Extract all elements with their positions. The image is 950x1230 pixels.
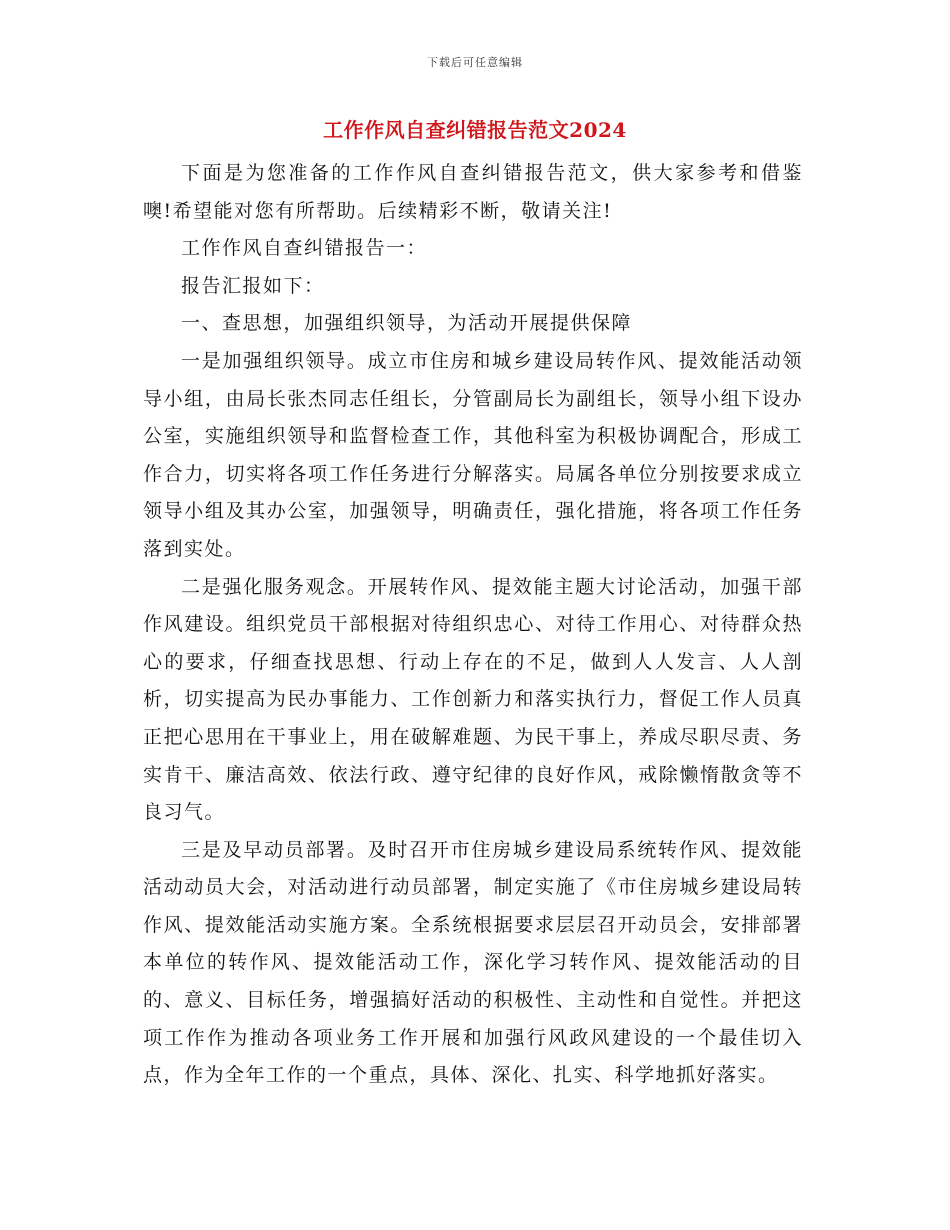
paragraph-intro: 下面是为您准备的工作作风自查纠错报告范文，供大家参考和借鉴噢!希望能对您有所帮助。后续精彩不断，敬请关注!	[143, 162, 803, 222]
header-note: 下载后可任意编辑	[427, 56, 523, 69]
document-body	[143, 155, 803, 1095]
paragraph-point-one: 一是加强组织领导。成立市住房和城乡建设局转作风、提效能活动领导小组，由局长张杰同志任组长，分管副局长为副组长，领导小组下设办公室，实施组织领导和监督检查工作，其他科室为积极协调配合，形成工作合力，切实将各项工作任务进行分解落实。局属各单位分别按要求成立领导小组及其办公室，加强领导，明确责任，强化措施，将各项工作任务落到实处。	[143, 349, 803, 560]
paragraph-report-heading: 工作作风自查纠错报告一：	[181, 237, 428, 260]
paragraph-point-two: 二是强化服务观念。开展转作风、提效能主题大讨论活动，加强干部作风建设。组织党员干部根据对待组织忠心、对待工作用心、对待群众热心的要求，仔细查找思想、行动上存在的不足，做到人人发言、人人剖析，切实提高为民办事能力、工作创新力和落实执行力，督促工作人员真正把心思用在干事业上，用在破解难题、为民干事上，养成尽职尽责、务实肯干、廉洁高效、依法行政、遵守纪律的良好作风，戒除懒惰散贪等不良习气。	[143, 575, 803, 824]
paragraph-section-heading: 一、查思想，加强组织领导，为活动开展提供保障	[181, 312, 633, 335]
page-title: 工作作风自查纠错报告范文2024	[323, 118, 627, 142]
paragraph-point-three: 三是及早动员部署。及时召开市住房城乡建设局系统转作风、提效能活动动员大会，对活动进行动员部署，制定实施了《市住房城乡建设局转作风、提效能活动实施方案。全系统根据要求层层召开动员会，安排部署本单位的转作风、提效能活动工作，深化学习转作风、提效能活动的目的、意义、目标任务，增强搞好活动的积极性、主动性和自觉性。并把这项工作作为推动各项业务工作开展和加强行风政风建设的一个最佳切入点，作为全年工作的一个重点，具体、深化、扎实、科学地抓好落实。	[143, 838, 803, 1087]
paragraph-report-lead: 报告汇报如下：	[181, 274, 325, 297]
